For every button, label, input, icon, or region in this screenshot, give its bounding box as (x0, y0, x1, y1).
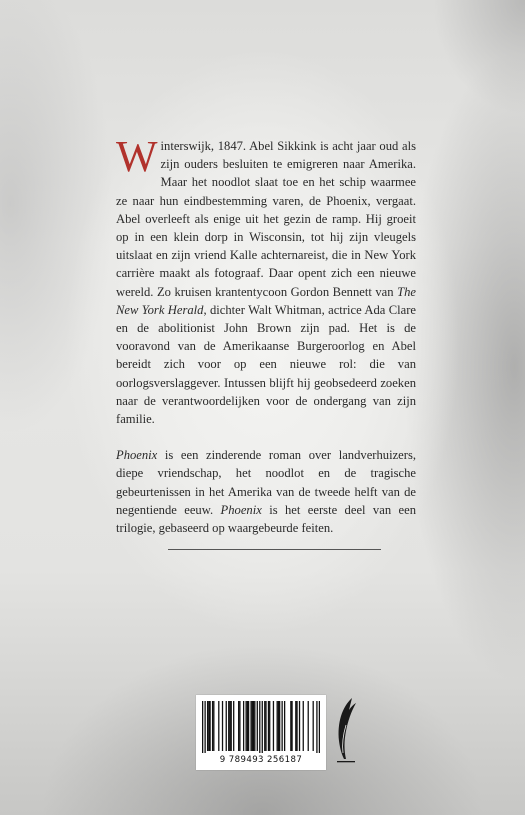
barcode-bar (290, 701, 291, 751)
drop-cap: W (116, 132, 158, 181)
barcode-bar (239, 701, 240, 751)
barcode-bar (264, 701, 265, 751)
blurb-p1-text-a: interswijk, 1847. Abel Sikkink is acht jaar oud als zijn ouders besluiten te emigreren naar Amerika. Maar het noodlot slaat toe en het schip waarmee ze naar hun eindbestemming varen, de Phoenix, vergaat. Abel overleeft als enige uit het gezin de ramp. Hij groeit op in een klein dorp in Wisconsin, tot hij zijn vleugels uitslaat en zijn vriend Kalle achternareist, die in New York carrière maakt als fotograaf. Daar opent zich een nieuwe wereld. Zo kruisen krantentycoon Gordon Bennett van (116, 139, 416, 299)
blurb-text (116, 132, 416, 537)
barcode-bar (259, 701, 260, 753)
quill-feather-icon (333, 695, 359, 767)
barcode-bar (243, 701, 244, 751)
isbn-number: 9 789493 256187 (219, 755, 303, 765)
barcode-bar (291, 701, 292, 751)
barcode-bar (245, 701, 246, 751)
barcode-bar (233, 701, 234, 751)
book-title-ref-1: Phoenix (116, 448, 158, 463)
barcode-bar (296, 701, 297, 751)
divider-line (168, 549, 381, 550)
barcode-bar (252, 701, 253, 751)
barcode-bar (262, 701, 263, 753)
barcode-bars (202, 701, 320, 753)
isbn-barcode (196, 695, 326, 770)
barcode-bar (257, 701, 258, 751)
barcode-bar (284, 701, 285, 751)
barcode-bar (281, 701, 282, 751)
barcode-bar (209, 701, 210, 751)
blurb-p1-text-b: , dichter Walt Whitman, actrice Ada Clare en de abolitionist John Brown zijn pad. Het is de vooravond van de Amerikaanse Burgeroorlog en Abel bereidt zich voor op een nieuwe rol: die van oorlogsverslaggever. Intussen blijft hij geobsedeerd zoeken naar de verantwoordelijken voor de ondergang van zijn familie. (116, 302, 416, 427)
barcode-bar (254, 701, 255, 751)
barcode-bar (248, 701, 249, 751)
barcode-bar (207, 701, 208, 751)
barcode-bar (295, 701, 296, 751)
barcode-bar (222, 701, 223, 751)
barcode-bar (231, 701, 232, 751)
barcode-bar (212, 701, 213, 751)
barcode-bar (218, 701, 219, 751)
barcode-bar (208, 701, 209, 751)
barcode-bar (204, 701, 205, 753)
blurb-p2-text-a: is een zinderende roman over landverhuizers, diepe vriendschap, het noodlot en de tragische gebeurtenissen in het Amerika van de tweede helft van de negentiende eeuw. (116, 448, 416, 517)
barcode-bar (313, 701, 314, 751)
barcode-bar (278, 701, 279, 751)
book-title-ref-2: Phoenix (220, 502, 262, 517)
barcode-bar (268, 701, 269, 751)
barcode-bar (202, 701, 203, 753)
barcode-bar (277, 701, 278, 751)
blurb-paragraph-2 (116, 446, 416, 537)
barcode-bar (229, 701, 230, 751)
barcode-bar (250, 701, 251, 751)
barcode-bar (299, 701, 300, 751)
barcode-bar (247, 701, 248, 751)
barcode-bar (316, 701, 317, 753)
barcode-bar (269, 701, 270, 751)
barcode-bar (279, 701, 280, 751)
barcode-bar (228, 701, 229, 751)
barcode-bar (238, 701, 239, 751)
blurb-p2-text-b: is het eerste deel van een trilogie, gebaseerd op waargebeurde feiten. (116, 502, 416, 536)
barcode-bar (265, 701, 266, 751)
barcode-bar (213, 701, 214, 751)
barcode-bar (319, 701, 320, 753)
barcode-bar (253, 701, 254, 751)
barcode-bar (226, 701, 227, 751)
barcode-bar (273, 701, 274, 751)
blurb-paragraph-1 (116, 132, 416, 428)
barcode-bar (308, 701, 309, 751)
barcode-bar (303, 701, 304, 751)
newspaper-title: The New York Herald (116, 284, 416, 317)
